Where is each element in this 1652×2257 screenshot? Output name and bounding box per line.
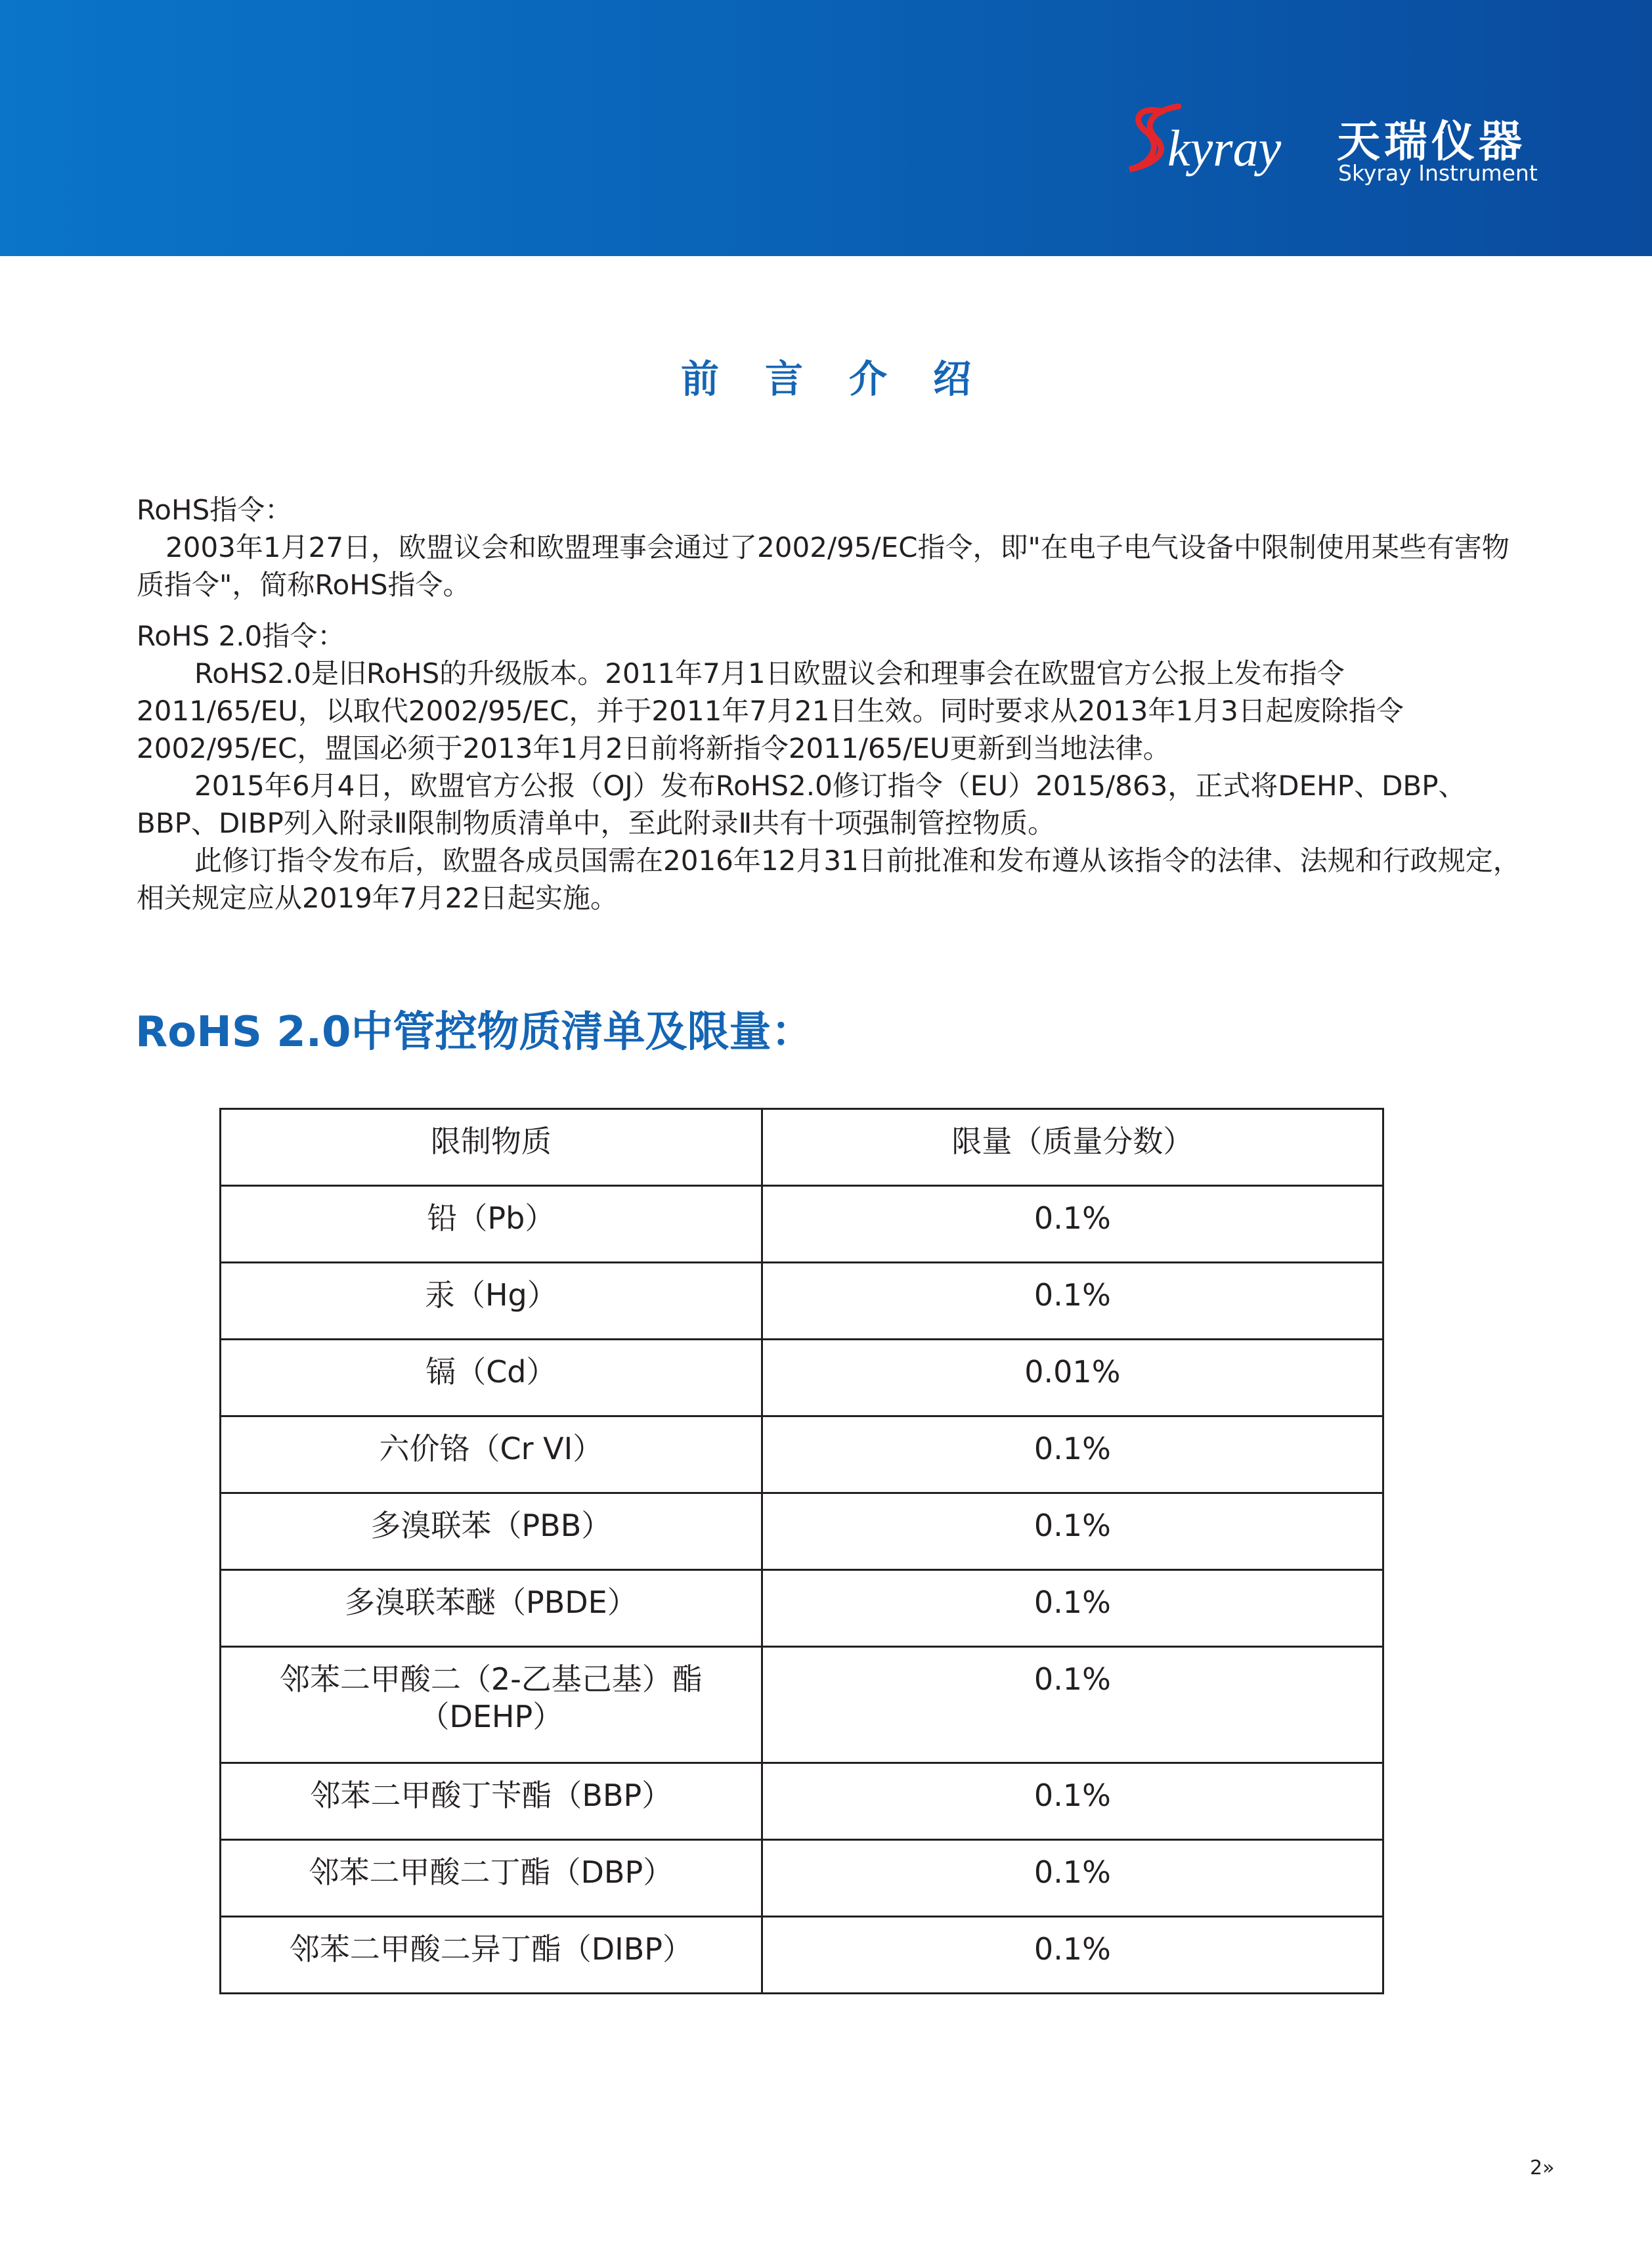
table-row: [221, 1570, 1383, 1647]
substance-cell: 邻苯二甲酸二异丁酯（DIBP）: [221, 1917, 762, 1994]
table-row: [221, 1840, 1383, 1917]
table-row: [221, 1493, 1383, 1570]
limit-cell: 0.1%: [762, 1763, 1383, 1840]
rohs2-paragraph-3: 此修订指令发布后，欧盟各成员国需在2016年12月31日前批准和发布遵从该指令的法律、法规和行政规定，相关规定应从2019年7月22日起实施。: [137, 844, 1521, 914]
svg-text:kyray: kyray: [1167, 120, 1282, 177]
brand-name-cn: 天瑞仪器: [1337, 116, 1526, 167]
table-row: [221, 1647, 1383, 1763]
limit-cell: 0.1%: [762, 1416, 1383, 1493]
rohs2-paragraph-2: 2015年6月4日，欧盟官方公报（OJ）发布RoHS2.0修订指令（EU）2015/863，正式将DEHP、DBP、BBP、DIBP列入附录Ⅱ限制物质清单中，至此附录Ⅱ共有十项强制管控物质。: [137, 770, 1466, 839]
substance-cell: 邻苯二甲酸二丁酯（DBP）: [221, 1840, 762, 1917]
header-substance: 限制物质: [221, 1109, 762, 1186]
limit-cell: 0.1%: [762, 1493, 1383, 1570]
rohs-paragraph: 2003年1月27日，欧盟议会和欧盟理事会通过了2002/95/EC指令，即"在电子电气设备中限制使用某些有害物质指令"，简称RoHS指令。: [137, 531, 1510, 601]
table-row: [221, 1763, 1383, 1840]
table-row: [221, 1186, 1383, 1263]
limit-cell: 0.01%: [762, 1340, 1383, 1416]
substance-cell: 邻苯二甲酸丁苄酯（BBP）: [221, 1763, 762, 1840]
table-header-row: [221, 1109, 1383, 1186]
rohs-heading: RoHS指令：: [137, 494, 293, 526]
limit-cell: 0.1%: [762, 1647, 1383, 1763]
table-row: [221, 1416, 1383, 1493]
brand-name-en: Skyray Instrument: [1338, 160, 1538, 186]
limit-cell: 0.1%: [762, 1263, 1383, 1340]
table-row: [221, 1263, 1383, 1340]
restricted-substances-table: [219, 1108, 1384, 1994]
substance-cell: 多溴联苯（PBB）: [221, 1493, 762, 1570]
substance-cell: 镉（Cd）: [221, 1340, 762, 1416]
header-limit: 限量（质量分数）: [762, 1109, 1383, 1186]
rohs2-intro: [137, 617, 1529, 917]
skyray-logo: [1116, 92, 1536, 190]
rohs-intro: [137, 491, 1529, 603]
substance-cell: 邻苯二甲酸二（2-乙基己基）酯（DEHP）: [221, 1647, 762, 1763]
substance-cell: 汞（Hg）: [221, 1263, 762, 1340]
page-title: 前言介绍: [680, 357, 1017, 401]
page-number: 2»: [1530, 2157, 1555, 2180]
substance-cell: 多溴联苯醚（PBDE）: [221, 1570, 762, 1647]
substance-cell: 六价铬（Cr VI）: [221, 1416, 762, 1493]
section-heading: RoHS 2.0中管控物质清单及限量：: [135, 1008, 814, 1057]
header-band: [0, 0, 1652, 256]
limit-cell: 0.1%: [762, 1570, 1383, 1647]
limit-cell: 0.1%: [762, 1917, 1383, 1994]
limit-cell: 0.1%: [762, 1186, 1383, 1263]
table-row: [221, 1917, 1383, 1994]
substance-cell: 铅（Pb）: [221, 1186, 762, 1263]
rohs2-paragraph-1: RoHS2.0是旧RoHS的升级版本。2011年7月1日欧盟议会和理事会在欧盟官方公报上发布指令2011/65/EU，以取代2002/95/EC，并于2011年7月21日生效。同时要求从2013年1月3日起废除指令2002/95/EC，盟国必须于2013年1月2日前将新指令2011/65/EU更新到当地法律。: [137, 657, 1404, 764]
rohs2-heading: RoHS 2.0指令：: [137, 620, 345, 652]
skyray-script-logo-icon: [1116, 92, 1326, 190]
limit-cell: 0.1%: [762, 1840, 1383, 1917]
table-row: [221, 1340, 1383, 1416]
